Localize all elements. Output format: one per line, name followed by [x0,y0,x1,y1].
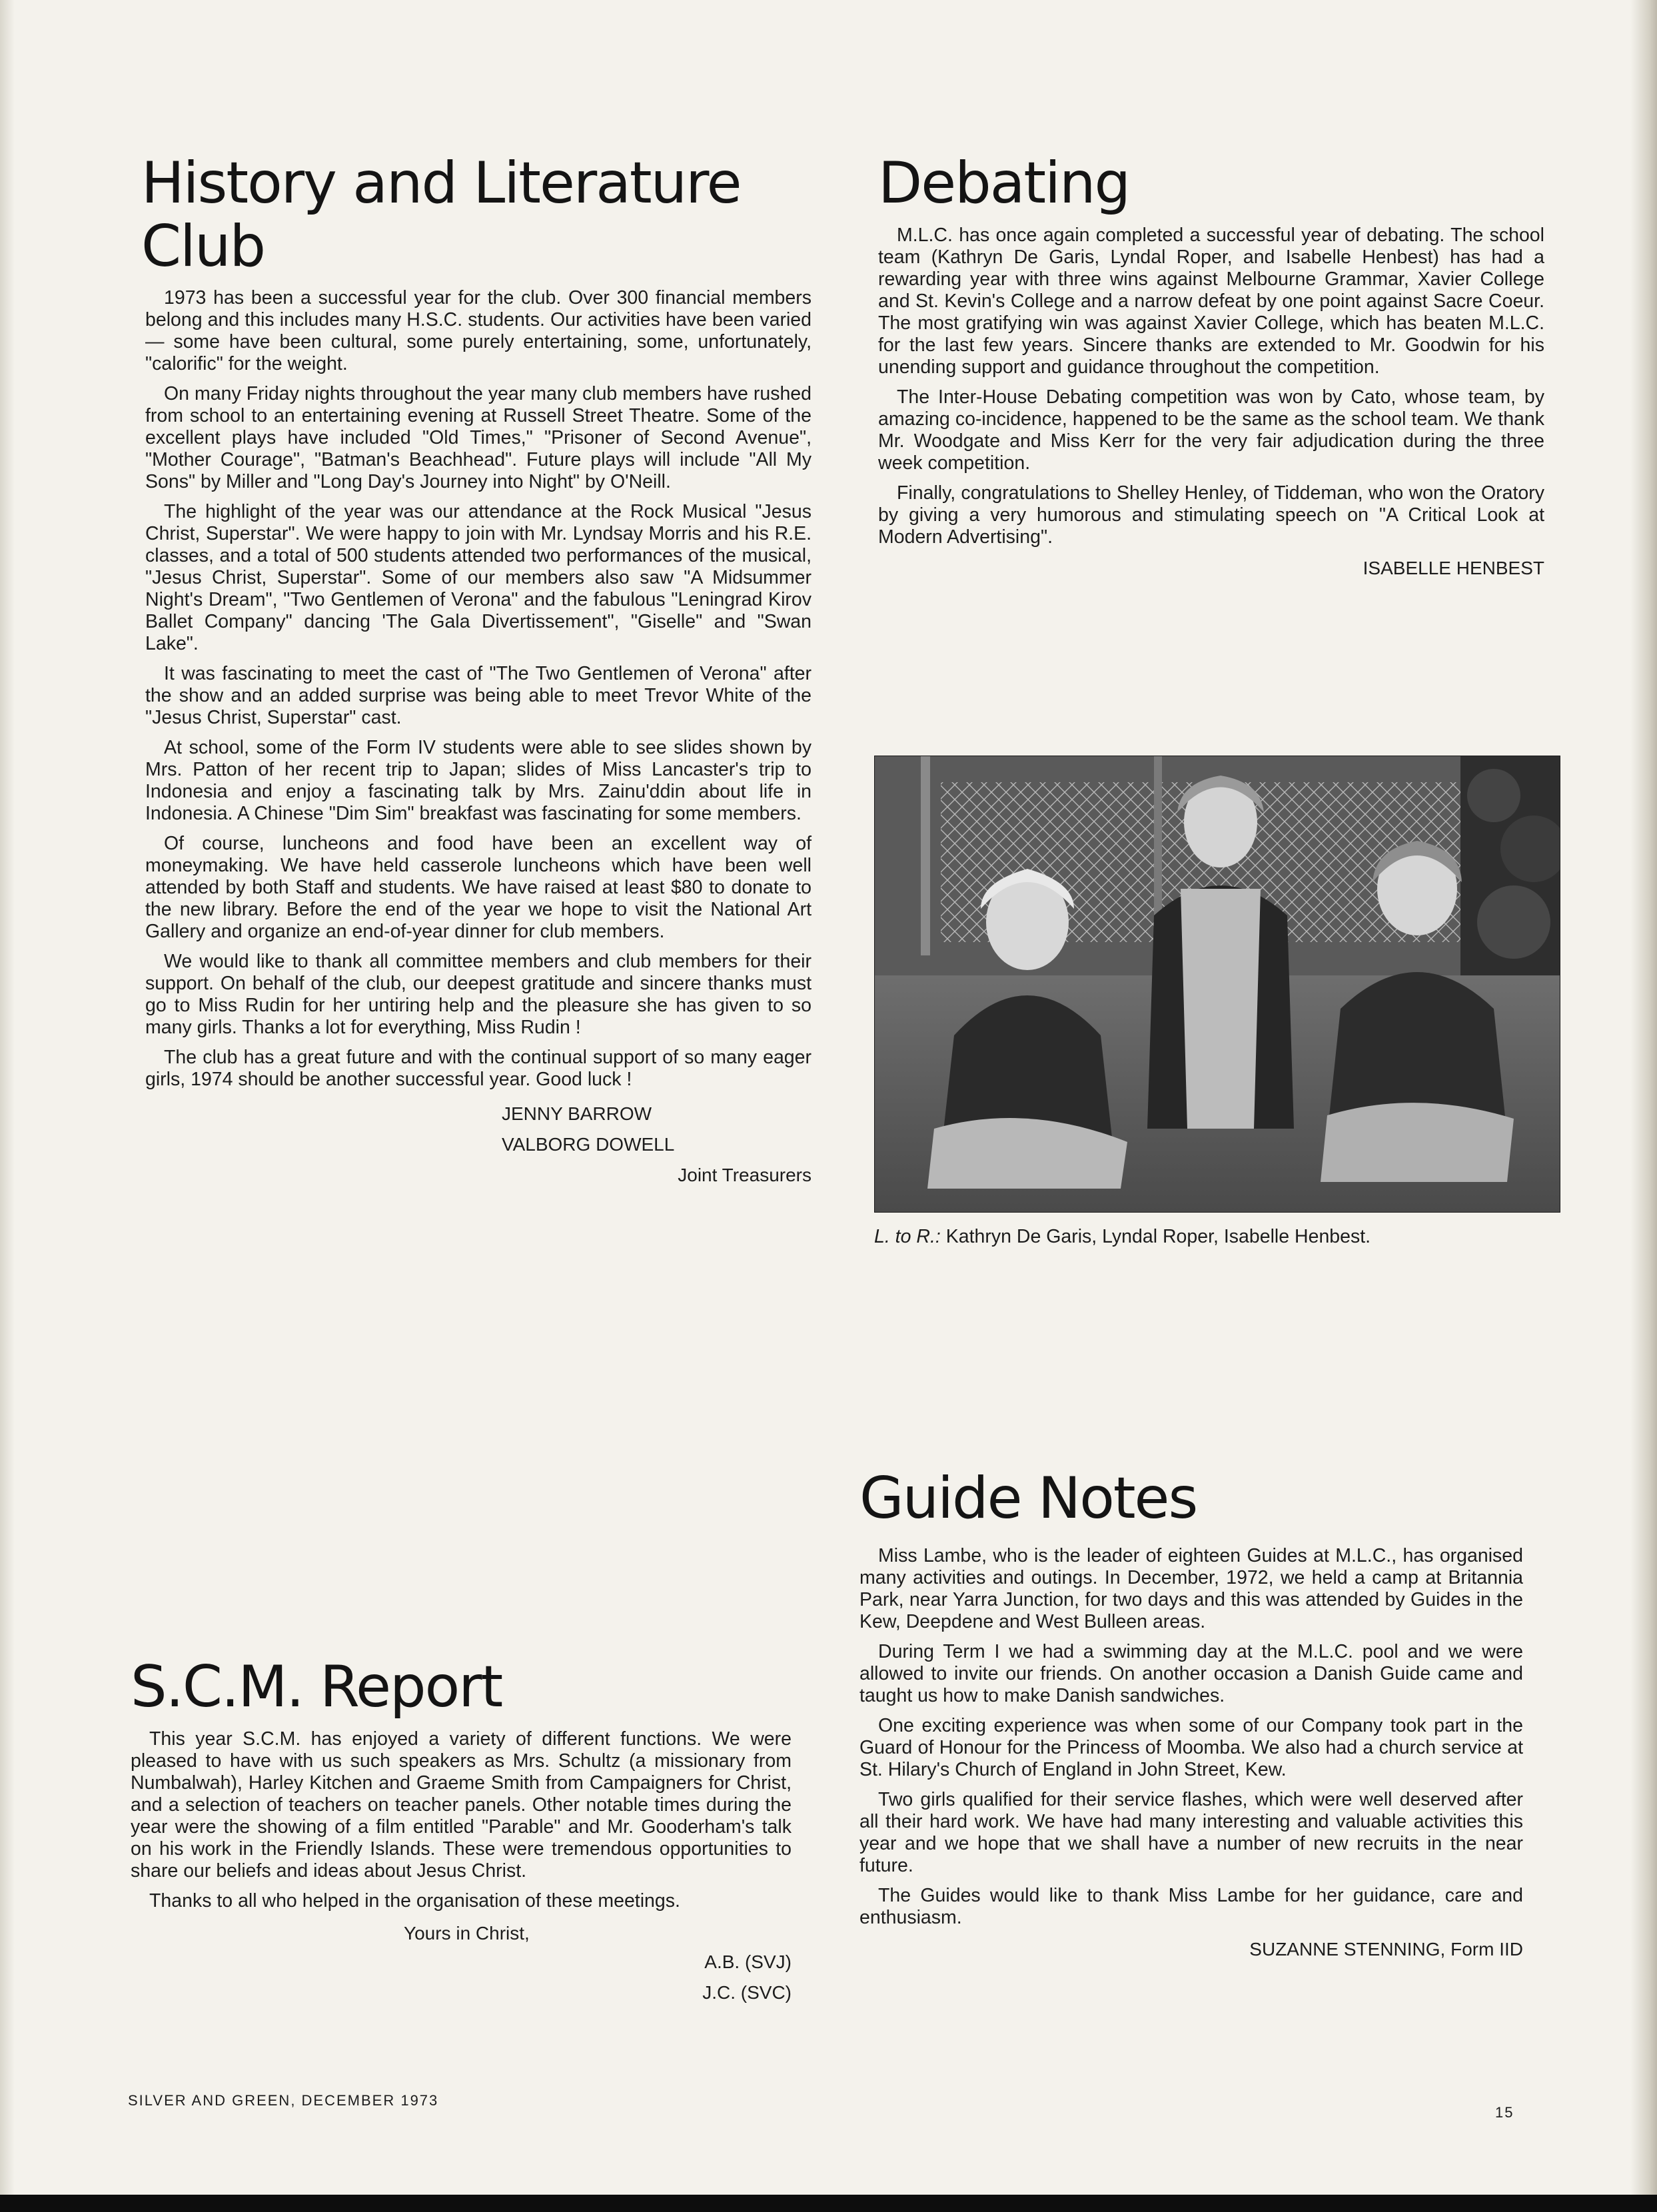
guide-title: Guide Notes [859,1465,1197,1532]
history-paragraph: It was fascinating to meet the cast of "The Two Gentlemen of Verona" after the show and an added surprise was being able to meet Trevor White of the "Jesus Christ, Superstar" cast. [145,663,812,729]
caption-prefix: L. to R.: [874,1226,941,1247]
guide-paragraph: During Term I we had a swimming day at the M.L.C. pool and we were allowed to invite our friends. On another occasion a Danish Guide came and taught us how to make Danish sandwiches. [859,1640,1523,1706]
debating-paragraph: The Inter-House Debating competition was won by Cato, whose team, by amazing co-incidence, happened to be the same as the school team. We thank Mr. Woodgate and Miss Kerr for the very fair adjudication during the three week competition. [878,386,1544,474]
history-section [141,150,812,1191]
scm-title: S.C.M. Report [131,1654,502,1720]
guide-signature: SUZANNE STENNING, Form IID [1249,1938,1523,1959]
history-paragraph: At school, some of the Form IV students were able to see slides shown by Mrs. Patton of her recent trip to Japan; slides of Miss Lancaster's trip to Indonesia and enjoy a fascinating talk by Mrs. Zainu'ddin about life in Indonesia. A Chinese "Dim Sim" breakfast was fascinating for some members. [145,737,812,825]
scm-paragraph: This year S.C.M. has enjoyed a variety of different functions. We were pleased to have with us such speakers as Mrs. Schultz (a missionary from Numbalwah), Harley Kitchen and Graeme Smith from Campaigners for Christ, and a selection of teachers on teacher panels. Other notable times during the year were the showing of a film entitled "Parable" and Mr. Gooderham's talk on his work in the Friendly Islands. These were tremendous opportunities to share our beliefs and ideas about Jesus Christ. [131,1728,792,1882]
guide-paragraph: The Guides would like to thank Miss Lambe for her guidance, care and enthusiasm. [859,1884,1523,1928]
guide-paragraph: One exciting experience was when some of our Company took part in the Guard of Honour for the Princess of Moomba. We also had a church service at St. Hilary's Church of England in John Street, Kew. [859,1714,1523,1780]
history-paragraph: The club has a great future and with the continual support of so many eager girls, 1974 should be another successful year. Good luck ! [145,1047,812,1091]
guide-section [859,1467,1523,1962]
history-paragraph: On many Friday nights throughout the year many club members have rushed from school to an entertaining evening at Russell Street Theatre. Some of the excellent plays have included "Old Times," "Prisoner of Second Avenue", "Mother Courage", "Batman's Beachhead". Future plays will include "All My Sons" by Miller and "Long Day's Journey into Night" by O'Neill. [145,383,812,493]
debating-signature: ISABELLE HENBEST [1363,557,1544,578]
scm-signature-1: A.B. (SVJ) [704,1951,792,1972]
debating-section [878,152,1544,580]
history-title: History and Literature Club [141,150,741,280]
team-photo-image [874,756,1560,1213]
caption-names: Kathryn De Garis, Lyndal Roper, Isabelle Henbest. [945,1226,1371,1247]
photo-caption [874,1226,1560,1248]
team-photo [874,756,1560,1213]
scm-section [131,1656,792,2008]
footer-page-number: 15 [1495,2104,1514,2121]
history-signature-2: VALBORG DOWELL [502,1134,675,1155]
scm-closing: Yours in Christ, [404,1922,530,1943]
bottom-band [0,2195,1657,2212]
history-paragraph: We would like to thank all committee members and club members for their support. On behalf of the club, our deepest gratitude and sincere thanks must go to Miss Rudin for her untiring help and the pleasure she has given to so many girls. Thanks a lot for everything, Miss Rudin ! [145,951,812,1039]
history-paragraph: Of course, luncheons and food have been an excellent way of moneymaking. We have held casserole luncheons which have been well attended by both Staff and students. We have raised at least $80 to donate to the new library. Before the end of the year we hope to visit the National Art Gallery and organize an end-of-year dinner for club members. [145,833,812,943]
debating-paragraph: M.L.C. has once again completed a successful year of debating. The school team (Kathryn De Garis, Lyndal Roper, and Isabelle Henbest) has had a rewarding year with three wins against Melbourne Grammar, Xavier College and St. Kevin's College and a narrow defeat by one point against Sacre Coeur. The most gratifying win was against Xavier College, which has beaten M.L.C. for the last few years. Sincere thanks are extended to Mr. Goodwin for his unending support and guidance throughout the competition. [878,224,1544,378]
history-paragraph: The highlight of the year was our attendance at the Rock Musical "Jesus Christ, Superstar". We were happy to join with Mr. Lyndsay Morris and his R.E. classes, and a total of 500 students attended two performances of the musical, "Jesus Christ, Superstar". Some of our members also saw "A Midsummer Night's Dream", "Two Gentlemen of Verona" and the fabulous "Leningrad Kirov Ballet Company" dancing 'The Gala Divertissement", "Giselle" and "Swan Lake". [145,501,812,655]
debating-paragraph: Finally, congratulations to Shelley Henley, of Tiddeman, who won the Oratory by giving a very humorous and stimulating speech on "A Critical Look at Modern Advertising". [878,482,1544,548]
history-paragraph: 1973 has been a successful year for the club. Over 300 financial members belong and this includes many H.S.C. students. Our activities have been varied — some have been cultural, some purely entertaining, some, unfortunately, "calorific" for the weight. [145,287,812,375]
guide-paragraph: Miss Lambe, who is the leader of eighteen Guides at M.L.C., has organised many activities and outings. In December, 1972, we held a camp at Britannia Park, near Yarra Junction, for two days and this was attended by Guides in the Kew, Deepdene and West Bulleen areas. [859,1544,1523,1632]
page-edge-right [1630,0,1657,2212]
page-edge-left [0,0,15,2212]
footer-publication: SILVER AND GREEN, DECEMBER 1973 [128,2092,439,2109]
history-signature-1: JENNY BARROW [502,1103,652,1125]
scm-paragraph: Thanks to all who helped in the organisation of these meetings. [149,1890,680,1912]
scm-signature-2: J.C. (SVC) [702,1981,792,2003]
debating-title: Debating [878,150,1130,217]
guide-paragraph: Two girls qualified for their service flashes, which were well deserved after all their hard work. We have had many interesting and valuable activities this year and we hope that we shall have a number of new recruits in the near future. [859,1788,1523,1876]
history-signature-role: Joint Treasurers [678,1165,812,1186]
